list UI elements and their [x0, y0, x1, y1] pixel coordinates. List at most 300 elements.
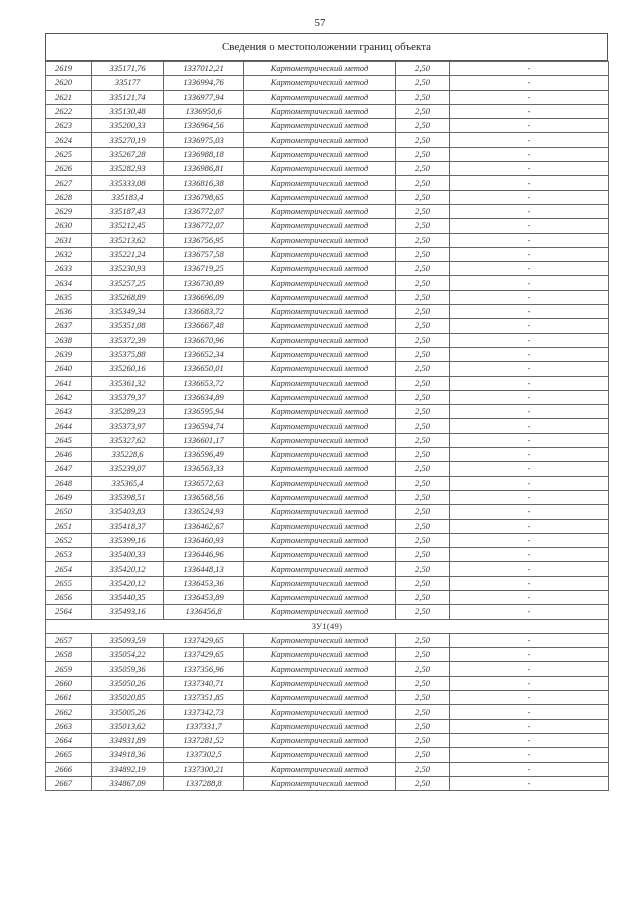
description-cell: - — [450, 748, 609, 762]
y-coordinate-cell: 1336453,89 — [164, 590, 244, 604]
y-coordinate-cell: 1336683,72 — [164, 305, 244, 319]
point-number-cell: 2631 — [46, 233, 92, 247]
description-cell: - — [450, 576, 609, 590]
x-coordinate-cell: 335230,93 — [92, 262, 164, 276]
x-coordinate-cell: 335270,19 — [92, 133, 164, 147]
accuracy-cell: 2,50 — [396, 762, 450, 776]
description-cell: - — [450, 691, 609, 705]
table-row — [46, 676, 609, 690]
point-number-cell: 2660 — [46, 676, 92, 690]
accuracy-cell: 2,50 — [396, 676, 450, 690]
x-coordinate-cell: 335200,33 — [92, 119, 164, 133]
table-row — [46, 519, 609, 533]
y-coordinate-cell: 1337288,8 — [164, 776, 244, 790]
accuracy-cell: 2,50 — [396, 333, 450, 347]
table-row — [46, 405, 609, 419]
description-cell: - — [450, 319, 609, 333]
table-row — [46, 247, 609, 261]
accuracy-cell: 2,50 — [396, 90, 450, 104]
accuracy-cell: 2,50 — [396, 362, 450, 376]
x-coordinate-cell: 335054,22 — [92, 648, 164, 662]
table-row — [46, 262, 609, 276]
point-number-cell: 2623 — [46, 119, 92, 133]
point-number-cell: 2655 — [46, 576, 92, 590]
x-coordinate-cell: 335228,6 — [92, 448, 164, 462]
y-coordinate-cell: 1336757,58 — [164, 247, 244, 261]
point-number-cell: 2657 — [46, 633, 92, 647]
point-number-cell: 2652 — [46, 533, 92, 547]
accuracy-cell: 2,50 — [396, 662, 450, 676]
method-cell: Картометрический метод — [244, 90, 396, 104]
method-cell: Картометрический метод — [244, 705, 396, 719]
accuracy-cell: 2,50 — [396, 190, 450, 204]
x-coordinate-cell: 335187,43 — [92, 204, 164, 218]
accuracy-cell: 2,50 — [396, 505, 450, 519]
description-cell: - — [450, 104, 609, 118]
description-cell: - — [450, 219, 609, 233]
table-row — [46, 548, 609, 562]
method-cell: Картометрический метод — [244, 448, 396, 462]
method-cell: Картометрический метод — [244, 104, 396, 118]
description-cell: - — [450, 490, 609, 504]
accuracy-cell: 2,50 — [396, 290, 450, 304]
accuracy-cell: 2,50 — [396, 719, 450, 733]
point-number-cell: 2654 — [46, 562, 92, 576]
table-row — [46, 662, 609, 676]
x-coordinate-cell: 335420,12 — [92, 576, 164, 590]
y-coordinate-cell: 1336563,33 — [164, 462, 244, 476]
y-coordinate-cell: 1336986,81 — [164, 162, 244, 176]
description-cell: - — [450, 705, 609, 719]
description-cell: - — [450, 462, 609, 476]
table-row — [46, 305, 609, 319]
method-cell: Картометрический метод — [244, 119, 396, 133]
description-cell: - — [450, 519, 609, 533]
description-cell: - — [450, 433, 609, 447]
point-number-cell: 2661 — [46, 691, 92, 705]
y-coordinate-cell: 1336670,96 — [164, 333, 244, 347]
method-cell: Картометрический метод — [244, 462, 396, 476]
method-cell: Картометрический метод — [244, 333, 396, 347]
x-coordinate-cell: 335327,62 — [92, 433, 164, 447]
x-coordinate-cell: 335130,48 — [92, 104, 164, 118]
y-coordinate-cell: 1336568,56 — [164, 490, 244, 504]
y-coordinate-cell: 1336634,89 — [164, 390, 244, 404]
y-coordinate-cell: 1337340,71 — [164, 676, 244, 690]
accuracy-cell: 2,50 — [396, 490, 450, 504]
table-row — [46, 319, 609, 333]
table-row — [46, 648, 609, 662]
method-cell: Картометрический метод — [244, 262, 396, 276]
accuracy-cell: 2,50 — [396, 233, 450, 247]
point-number-cell: 2648 — [46, 476, 92, 490]
description-cell: - — [450, 204, 609, 218]
point-number-cell: 2636 — [46, 305, 92, 319]
y-coordinate-cell: 1336572,63 — [164, 476, 244, 490]
method-cell: Картометрический метод — [244, 662, 396, 676]
table-row — [46, 390, 609, 404]
y-coordinate-cell: 1336988,18 — [164, 147, 244, 161]
point-number-cell: 2629 — [46, 204, 92, 218]
method-cell: Картометрический метод — [244, 490, 396, 504]
description-cell: - — [450, 119, 609, 133]
table-row — [46, 333, 609, 347]
y-coordinate-cell: 1336462,67 — [164, 519, 244, 533]
description-cell: - — [450, 176, 609, 190]
y-coordinate-cell: 1336595,94 — [164, 405, 244, 419]
method-cell: Картометрический метод — [244, 776, 396, 790]
point-number-cell: 2659 — [46, 662, 92, 676]
point-number-cell: 2621 — [46, 90, 92, 104]
table-row — [46, 462, 609, 476]
method-cell: Картометрический метод — [244, 590, 396, 604]
point-number-cell: 2625 — [46, 147, 92, 161]
method-cell: Картометрический метод — [244, 147, 396, 161]
method-cell: Картометрический метод — [244, 762, 396, 776]
point-number-cell: 2653 — [46, 548, 92, 562]
y-coordinate-cell: 1336730,89 — [164, 276, 244, 290]
table-row — [46, 90, 609, 104]
method-cell: Картометрический метод — [244, 519, 396, 533]
description-cell: - — [450, 362, 609, 376]
description-cell: - — [450, 190, 609, 204]
description-cell: - — [450, 62, 609, 76]
accuracy-cell: 2,50 — [396, 405, 450, 419]
table-row — [46, 733, 609, 747]
point-number-cell: 2619 — [46, 62, 92, 76]
y-coordinate-cell: 1336652,34 — [164, 347, 244, 361]
coordinates-table-body-a — [46, 62, 609, 620]
x-coordinate-cell: 335093,59 — [92, 633, 164, 647]
point-number-cell: 2643 — [46, 405, 92, 419]
description-cell: - — [450, 262, 609, 276]
method-cell: Картометрический метод — [244, 319, 396, 333]
x-coordinate-cell: 335372,39 — [92, 333, 164, 347]
method-cell: Картометрический метод — [244, 676, 396, 690]
accuracy-cell: 2,50 — [396, 319, 450, 333]
table-row — [46, 419, 609, 433]
accuracy-cell: 2,50 — [396, 633, 450, 647]
table-row — [46, 347, 609, 361]
y-coordinate-cell: 1337300,21 — [164, 762, 244, 776]
accuracy-cell: 2,50 — [396, 548, 450, 562]
accuracy-cell: 2,50 — [396, 390, 450, 404]
point-number-cell: 2622 — [46, 104, 92, 118]
table-row — [46, 762, 609, 776]
y-coordinate-cell: 1337302,5 — [164, 748, 244, 762]
accuracy-cell: 2,50 — [396, 219, 450, 233]
description-cell: - — [450, 548, 609, 562]
accuracy-cell: 2,50 — [396, 748, 450, 762]
table-row — [46, 748, 609, 762]
y-coordinate-cell: 1337429,65 — [164, 648, 244, 662]
point-number-cell: 2628 — [46, 190, 92, 204]
method-cell: Картометрический метод — [244, 276, 396, 290]
method-cell: Картометрический метод — [244, 390, 396, 404]
point-number-cell: 2639 — [46, 347, 92, 361]
point-number-cell: 2640 — [46, 362, 92, 376]
table-row — [46, 119, 609, 133]
method-cell: Картометрический метод — [244, 219, 396, 233]
x-coordinate-cell: 335361,32 — [92, 376, 164, 390]
accuracy-cell: 2,50 — [396, 733, 450, 747]
point-number-cell: 2620 — [46, 76, 92, 90]
accuracy-cell: 2,50 — [396, 176, 450, 190]
y-coordinate-cell: 1336798,65 — [164, 190, 244, 204]
description-cell: - — [450, 405, 609, 419]
table-row — [46, 376, 609, 390]
method-cell: Картометрический метод — [244, 476, 396, 490]
x-coordinate-cell: 335351,08 — [92, 319, 164, 333]
method-cell: Картометрический метод — [244, 533, 396, 547]
accuracy-cell: 2,50 — [396, 448, 450, 462]
method-cell: Картометрический метод — [244, 648, 396, 662]
y-coordinate-cell: 1336950,6 — [164, 104, 244, 118]
point-number-cell: 2647 — [46, 462, 92, 476]
accuracy-cell: 2,50 — [396, 104, 450, 118]
y-coordinate-cell: 1336456,8 — [164, 605, 244, 619]
x-coordinate-cell: 335260,16 — [92, 362, 164, 376]
point-number-cell: 2633 — [46, 262, 92, 276]
table-row — [46, 104, 609, 118]
method-cell: Картометрический метод — [244, 347, 396, 361]
description-cell: - — [450, 233, 609, 247]
y-coordinate-cell: 1336594,74 — [164, 419, 244, 433]
x-coordinate-cell: 334918,36 — [92, 748, 164, 762]
method-cell: Картометрический метод — [244, 233, 396, 247]
description-cell: - — [450, 247, 609, 261]
accuracy-cell: 2,50 — [396, 347, 450, 361]
y-coordinate-cell: 1336460,93 — [164, 533, 244, 547]
table-row — [46, 133, 609, 147]
accuracy-cell: 2,50 — [396, 262, 450, 276]
description-cell: - — [450, 333, 609, 347]
table-row — [46, 562, 609, 576]
x-coordinate-cell: 335493,16 — [92, 605, 164, 619]
accuracy-cell: 2,50 — [396, 76, 450, 90]
table-row — [46, 147, 609, 161]
table-header-title: Сведения о местоположении границ объекта — [45, 33, 608, 61]
method-cell: Картометрический метод — [244, 305, 396, 319]
description-cell: - — [450, 562, 609, 576]
point-number-cell: 2658 — [46, 648, 92, 662]
method-cell: Картометрический метод — [244, 548, 396, 562]
description-cell: - — [450, 276, 609, 290]
description-cell: - — [450, 776, 609, 790]
x-coordinate-cell: 335212,45 — [92, 219, 164, 233]
y-coordinate-cell: 1337012,21 — [164, 62, 244, 76]
y-coordinate-cell: 1336719,25 — [164, 262, 244, 276]
y-coordinate-cell: 1336446,96 — [164, 548, 244, 562]
description-cell: - — [450, 347, 609, 361]
table-row — [46, 590, 609, 604]
method-cell: Картометрический метод — [244, 562, 396, 576]
method-cell: Картометрический метод — [244, 748, 396, 762]
x-coordinate-cell: 335289,23 — [92, 405, 164, 419]
description-cell: - — [450, 605, 609, 619]
accuracy-cell: 2,50 — [396, 605, 450, 619]
x-coordinate-cell: 335375,88 — [92, 347, 164, 361]
section-row — [46, 619, 609, 633]
description-cell: - — [450, 476, 609, 490]
table-row — [46, 776, 609, 790]
point-number-cell: 2635 — [46, 290, 92, 304]
y-coordinate-cell: 1336964,56 — [164, 119, 244, 133]
y-coordinate-cell: 1337331,7 — [164, 719, 244, 733]
method-cell: Картометрический метод — [244, 605, 396, 619]
accuracy-cell: 2,50 — [396, 691, 450, 705]
x-coordinate-cell: 335171,76 — [92, 62, 164, 76]
x-coordinate-cell: 335333,08 — [92, 176, 164, 190]
point-number-cell: 2642 — [46, 390, 92, 404]
point-number-cell: 2646 — [46, 448, 92, 462]
x-coordinate-cell: 335418,37 — [92, 519, 164, 533]
x-coordinate-cell: 335365,4 — [92, 476, 164, 490]
table-row — [46, 162, 609, 176]
point-number-cell: 2626 — [46, 162, 92, 176]
y-coordinate-cell: 1336696,09 — [164, 290, 244, 304]
y-coordinate-cell: 1336667,48 — [164, 319, 244, 333]
x-coordinate-cell: 335221,24 — [92, 247, 164, 261]
table-row — [46, 76, 609, 90]
accuracy-cell: 2,50 — [396, 476, 450, 490]
accuracy-cell: 2,50 — [396, 62, 450, 76]
description-cell: - — [450, 676, 609, 690]
description-cell: - — [450, 733, 609, 747]
y-coordinate-cell: 1336977,94 — [164, 90, 244, 104]
method-cell: Картометрический метод — [244, 176, 396, 190]
x-coordinate-cell: 335282,93 — [92, 162, 164, 176]
accuracy-cell: 2,50 — [396, 247, 450, 261]
method-cell: Картометрический метод — [244, 719, 396, 733]
x-coordinate-cell: 335440,35 — [92, 590, 164, 604]
y-coordinate-cell: 1337429,65 — [164, 633, 244, 647]
table-row — [46, 219, 609, 233]
table-row — [46, 176, 609, 190]
y-coordinate-cell: 1337281,52 — [164, 733, 244, 747]
table-row — [46, 362, 609, 376]
x-coordinate-cell: 335268,89 — [92, 290, 164, 304]
x-coordinate-cell: 335213,62 — [92, 233, 164, 247]
table-row — [46, 605, 609, 619]
accuracy-cell: 2,50 — [396, 648, 450, 662]
point-number-cell: 2630 — [46, 219, 92, 233]
method-cell: Картометрический метод — [244, 633, 396, 647]
table-row — [46, 533, 609, 547]
table-row — [46, 576, 609, 590]
y-coordinate-cell: 1337356,96 — [164, 662, 244, 676]
method-cell: Картометрический метод — [244, 290, 396, 304]
table-row — [46, 276, 609, 290]
point-number-cell: 2650 — [46, 505, 92, 519]
y-coordinate-cell: 1336816,38 — [164, 176, 244, 190]
table-row — [46, 505, 609, 519]
table-row — [46, 448, 609, 462]
point-number-cell: 2638 — [46, 333, 92, 347]
x-coordinate-cell: 335398,51 — [92, 490, 164, 504]
point-number-cell: 2637 — [46, 319, 92, 333]
accuracy-cell: 2,50 — [396, 119, 450, 133]
coordinates-table-body-b — [46, 633, 609, 790]
accuracy-cell: 2,50 — [396, 705, 450, 719]
method-cell: Картометрический метод — [244, 247, 396, 261]
y-coordinate-cell: 1336524,93 — [164, 505, 244, 519]
section-row-group — [46, 619, 609, 633]
accuracy-cell: 2,50 — [396, 133, 450, 147]
point-number-cell: 2632 — [46, 247, 92, 261]
method-cell: Картометрический метод — [244, 362, 396, 376]
description-cell: - — [450, 533, 609, 547]
y-coordinate-cell: 1336596,49 — [164, 448, 244, 462]
accuracy-cell: 2,50 — [396, 576, 450, 590]
description-cell: - — [450, 419, 609, 433]
accuracy-cell: 2,50 — [396, 519, 450, 533]
method-cell: Картометрический метод — [244, 376, 396, 390]
x-coordinate-cell: 335267,28 — [92, 147, 164, 161]
x-coordinate-cell: 335399,16 — [92, 533, 164, 547]
description-cell: - — [450, 290, 609, 304]
method-cell: Картометрический метод — [244, 733, 396, 747]
table-row — [46, 190, 609, 204]
x-coordinate-cell: 335013,62 — [92, 719, 164, 733]
method-cell: Картометрический метод — [244, 190, 396, 204]
x-coordinate-cell: 335239,07 — [92, 462, 164, 476]
y-coordinate-cell: 1336772,07 — [164, 204, 244, 218]
x-coordinate-cell: 334931,89 — [92, 733, 164, 747]
description-cell: - — [450, 305, 609, 319]
x-coordinate-cell: 335183,4 — [92, 190, 164, 204]
x-coordinate-cell: 335349,34 — [92, 305, 164, 319]
x-coordinate-cell: 335379,37 — [92, 390, 164, 404]
table-row — [46, 233, 609, 247]
description-cell: - — [450, 762, 609, 776]
x-coordinate-cell: 335059,36 — [92, 662, 164, 676]
point-number-cell: 2666 — [46, 762, 92, 776]
description-cell: - — [450, 648, 609, 662]
x-coordinate-cell: 335400,33 — [92, 548, 164, 562]
accuracy-cell: 2,50 — [396, 305, 450, 319]
x-coordinate-cell: 335420,12 — [92, 562, 164, 576]
y-coordinate-cell: 1336653,72 — [164, 376, 244, 390]
accuracy-cell: 2,50 — [396, 462, 450, 476]
x-coordinate-cell: 335177 — [92, 76, 164, 90]
method-cell: Картометрический метод — [244, 419, 396, 433]
x-coordinate-cell: 335373,97 — [92, 419, 164, 433]
description-cell: - — [450, 147, 609, 161]
y-coordinate-cell: 1336756,95 — [164, 233, 244, 247]
accuracy-cell: 2,50 — [396, 419, 450, 433]
method-cell: Картометрический метод — [244, 405, 396, 419]
accuracy-cell: 2,50 — [396, 776, 450, 790]
x-coordinate-cell: 335257,25 — [92, 276, 164, 290]
table-row — [46, 62, 609, 76]
table-row — [46, 476, 609, 490]
table-row — [46, 204, 609, 218]
point-number-cell: 2564 — [46, 605, 92, 619]
description-cell: - — [450, 90, 609, 104]
table-row — [46, 433, 609, 447]
x-coordinate-cell: 335020,85 — [92, 691, 164, 705]
table-row — [46, 719, 609, 733]
point-number-cell: 2656 — [46, 590, 92, 604]
method-cell: Картометрический метод — [244, 433, 396, 447]
accuracy-cell: 2,50 — [396, 162, 450, 176]
description-cell: - — [450, 719, 609, 733]
point-number-cell: 2649 — [46, 490, 92, 504]
description-cell: - — [450, 590, 609, 604]
x-coordinate-cell: 334867,09 — [92, 776, 164, 790]
accuracy-cell: 2,50 — [396, 562, 450, 576]
